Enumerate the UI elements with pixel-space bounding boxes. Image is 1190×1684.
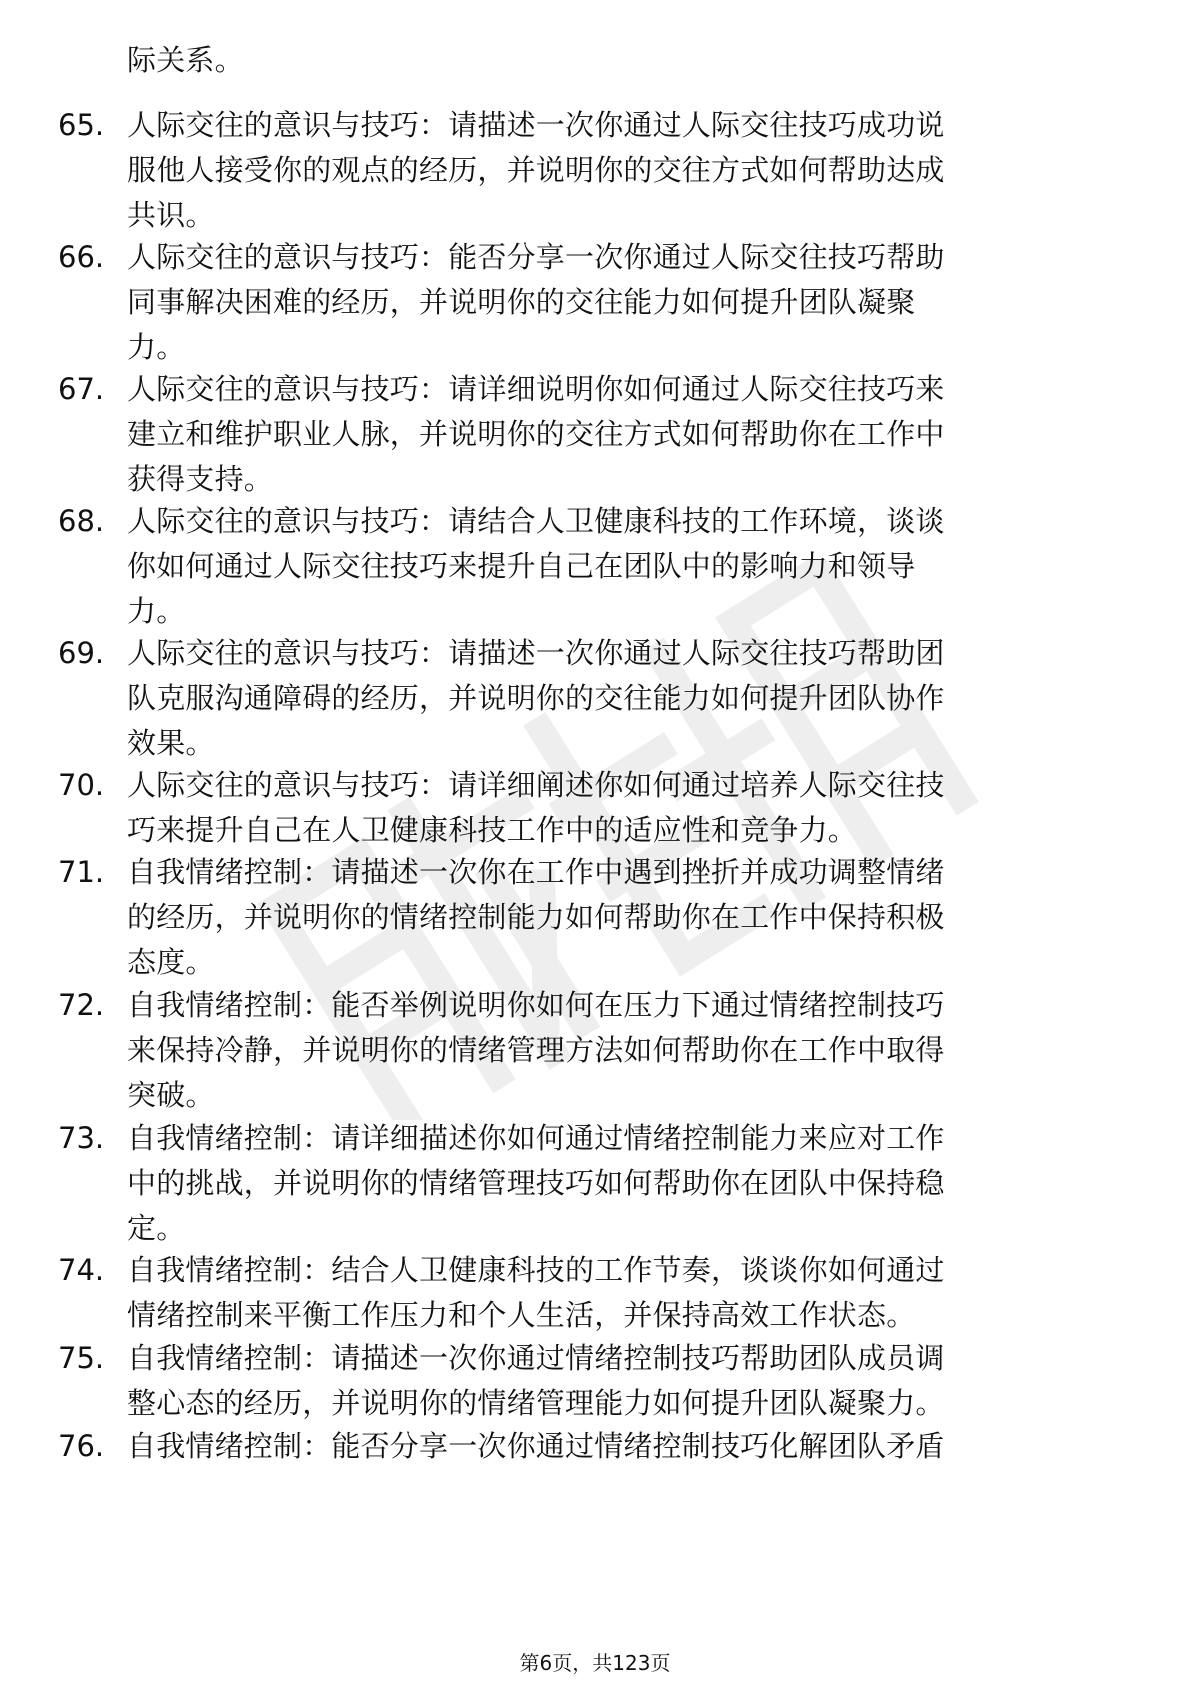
question-text-line: 整心态的经历，并说明你的情绪管理能力如何提升团队凝聚力。 (127, 1386, 945, 1420)
question-text-line: 共识。 (127, 198, 215, 232)
question-text-line: 自我情绪控制：结合人卫健康科技的工作节奏，谈谈你如何通过 (127, 1253, 945, 1287)
question-text-line: 人际交往的意识与技巧：能否分享一次你通过人际交往技巧帮助 (127, 240, 945, 274)
question-text-line: 自我情绪控制：请详细描述你如何通过情绪控制能力来应对工作 (127, 1121, 945, 1155)
question-text-line: 的经历，并说明你的情绪控制能力如何帮助你在工作中保持积极 (127, 900, 945, 934)
question-text-line: 建立和维护职业人脉，并说明你的交往方式如何帮助你在工作中 (127, 417, 945, 451)
question-number: 68. (58, 504, 105, 538)
question-number: 65. (58, 108, 105, 142)
question-text-line: 获得支持。 (127, 462, 274, 496)
question-number: 67. (58, 372, 105, 406)
question-text-line: 你如何通过人际交往技巧来提升自己在团队中的影响力和领导 (127, 549, 916, 583)
question-text-line: 自我情绪控制：请描述一次你通过情绪控制技巧帮助团队成员调 (127, 1341, 945, 1375)
page-footer: 第6页，共123页 (519, 1651, 671, 1675)
question-text-line: 力。 (127, 594, 186, 628)
question-number: 70. (58, 768, 105, 802)
question-text-line: 人际交往的意识与技巧：请详细说明你如何通过人际交往技巧来 (127, 372, 945, 406)
question-text-line: 自我情绪控制：能否举例说明你如何在压力下通过情绪控制技巧 (127, 988, 945, 1022)
question-number: 74. (58, 1253, 105, 1287)
question-text-line: 态度。 (127, 945, 215, 979)
question-text-line: 中的挑战，并说明你的情绪管理技巧如何帮助你在团队中保持稳 (127, 1166, 945, 1200)
question-number: 69. (58, 636, 105, 670)
question-text-line: 人际交往的意识与技巧：请结合人卫健康科技的工作环境，谈谈 (127, 504, 945, 538)
question-text-line: 队克服沟通障碍的经历，并说明你的交往能力如何提升团队协作 (127, 681, 945, 715)
question-text-line: 定。 (127, 1211, 186, 1245)
question-text-line: 情绪控制来平衡工作压力和个人生活，并保持高效工作状态。 (127, 1298, 916, 1332)
question-text-line: 力。 (127, 330, 186, 364)
question-text-line: 人际交往的意识与技巧：请描述一次你通过人际交往技巧成功说 (127, 108, 945, 142)
question-text-line: 人际交往的意识与技巧：请描述一次你通过人际交往技巧帮助团 (127, 636, 945, 670)
question-text-line: 同事解决困难的经历，并说明你的交往能力如何提升团队凝聚 (127, 285, 916, 319)
question-text-line: 服他人接受你的观点的经历，并说明你的交往方式如何帮助达成 (127, 153, 945, 187)
question-number: 72. (58, 988, 105, 1022)
question-text-line: 来保持冷静，并说明你的情绪管理方法如何帮助你在工作中取得 (127, 1033, 945, 1067)
question-text-line: 人际交往的意识与技巧：请详细阐述你如何通过培养人际交往技 (127, 768, 945, 802)
question-text-line: 自我情绪控制：能否分享一次你通过情绪控制技巧化解团队矛盾 (127, 1429, 945, 1463)
question-text-line: 突破。 (127, 1078, 215, 1112)
question-text-line: 效果。 (127, 726, 215, 760)
question-number: 73. (58, 1121, 105, 1155)
question-text-line: 巧来提升自己在人卫健康科技工作中的适应性和竞争力。 (127, 813, 858, 847)
question-number: 66. (58, 240, 105, 274)
continuation-text: 际关系。 (127, 43, 244, 77)
question-number: 76. (58, 1429, 105, 1463)
question-text-line: 自我情绪控制：请描述一次你在工作中遇到挫折并成功调整情绪 (127, 855, 945, 889)
question-number: 71. (58, 855, 105, 889)
question-number: 75. (58, 1341, 105, 1375)
